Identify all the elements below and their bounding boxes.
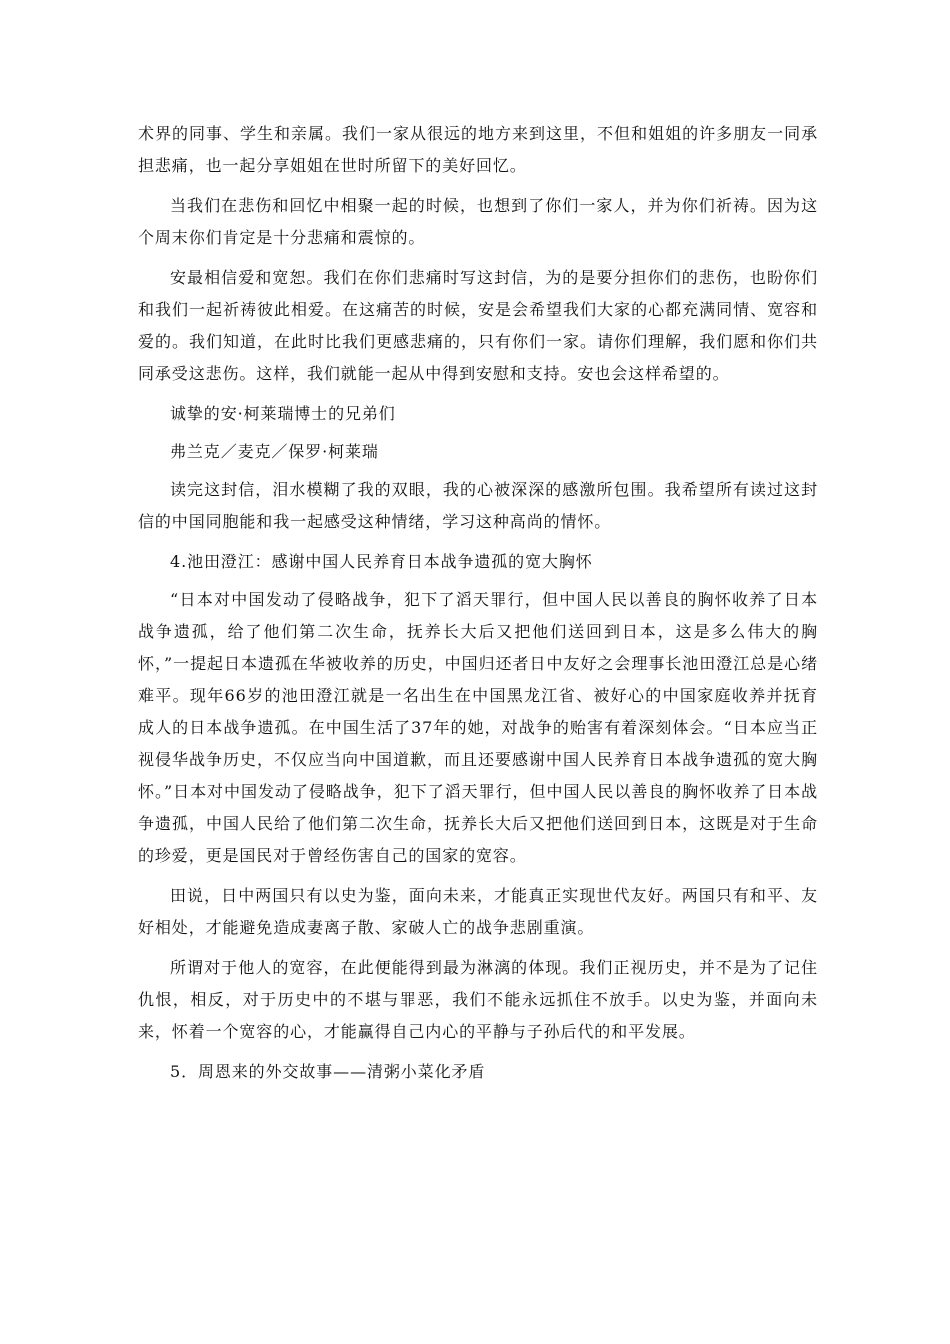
letter-signature-line: 诚挚的安·柯莱瑞博士的兄弟们 — [170, 404, 396, 423]
paragraph-ikeda-view: 田说，日中两国只有以史为鉴，面向未来，才能真正实现世代友好。两国只有和平、友好相处，才能避免造成妻离子散、家破人亡的战争悲剧重演。 — [138, 886, 818, 937]
paragraph-reflection: 读完这封信，泪水模糊了我的双眼，我的心被深深的感激所包围。我希望所有读过这封信的中国同胞能和我一起感受这种情绪，学习这种高尚的情怀。 — [138, 480, 818, 531]
paragraph-prayer: 当我们在悲伤和回忆中相聚一起的时候，也想到了你们一家人，并为你们祈祷。因为这个周末你们肯定是十分悲痛和震惊的。 — [138, 196, 818, 247]
section-heading-5: 5．周恩来的外交故事——清粥小菜化矛盾 — [170, 1062, 486, 1081]
section-heading-4: 4.池田澄江：感谢中国人民养育日本战争遗孤的宽大胸怀 — [170, 552, 593, 571]
paragraph-tolerance: 所谓对于他人的宽容，在此便能得到最为淋漓的体现。我们正视历史，并不是为了记住仇恨，相反，对于历史中的不堪与罪恶，我们不能永远抓住不放手。以史为鉴，并面向未来，怀着一个宽容的心，才能赢得自己内心的平静与子孙后代的和平发展。 — [138, 958, 818, 1041]
paragraph-ikeda-quote: “日本对中国发动了侵略战争，犯下了滔天罪行，但中国人民以善良的胸怀收养了日本战争遗孤，给了他们第二次生命，抚养长大后又把他们送回到日本，这是多么伟大的胸怀，”一提起日本遗孤在华被收养的历史，中国归还者日中友好之会理事长池田澄江总是心绪难平。现年66岁的池田澄江就是一名出生在中国黑龙江省、被好心的中国家庭收养并抚育成人的日本战争遗孤。在中国生活了37年的她，对战争的贻害有着深刻体会。“日本应当正视侵华战争历史，不仅应当向中国道歉，而且还要感谢中国人民养育日本战争遗孤的宽大胸怀。”日本对中国发动了侵略战争，犯下了滔天罪行，但中国人民以善良的胸怀收养了日本战争遗孤，中国人民给了他们第二次生命，抚养长大后又把他们送回到日本，这既是对于生命的珍爱，更是国民对于曾经伤害自己的国家的宽容。 — [138, 590, 818, 865]
letter-signature-names: 弗兰克／麦克／保罗·柯莱瑞 — [170, 442, 379, 461]
document-body — [138, 118, 818, 1094]
paragraph-letter-continuation: 术界的同事、学生和亲属。我们一家从很远的地方来到这里，不但和姐姐的许多朋友一同承担悲痛，也一起分享姐姐在世时所留下的美好回忆。 — [138, 124, 818, 175]
paragraph-love-forgiveness: 安最相信爱和宽恕。我们在你们悲痛时写这封信，为的是要分担你们的悲伤，也盼你们和我们一起祈祷彼此相爱。在这痛苦的时候，安是会希望我们大家的心都充满同情、宽容和爱的。我们知道，在此时比我们更感悲痛的，只有你们一家。请你们理解，我们愿和你们共同承受这悲伤。这样，我们就能一起从中得到安慰和支持。安也会这样希望的。 — [138, 268, 818, 383]
